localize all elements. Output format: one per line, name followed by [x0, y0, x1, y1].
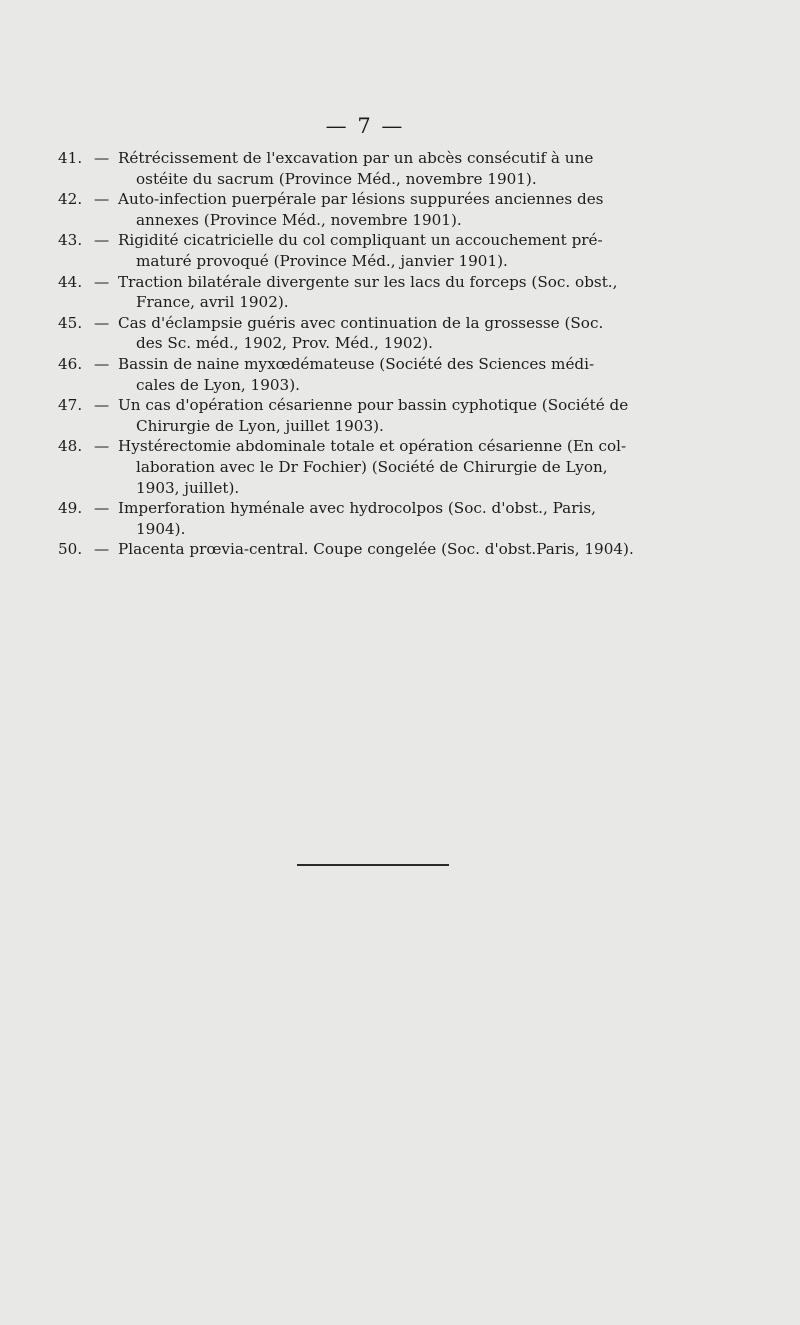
entry-line: Chirurgie de Lyon, juillet 1903).	[136, 416, 384, 435]
entry-dash: —	[94, 499, 110, 518]
entry-line: France, avril 1902).	[136, 293, 289, 312]
entry-dash: —	[94, 354, 110, 373]
entry-number: 47.	[58, 396, 83, 415]
list-item	[58, 354, 668, 395]
entry-number: 50.	[58, 540, 83, 559]
entry-number: 42.	[58, 190, 83, 209]
entry-dash: —	[94, 190, 110, 209]
entry-line: Placenta prœvia-central. Coupe congelée (Soc. d'obst.Paris, 1904).	[118, 540, 634, 559]
entry-line: des Sc. méd., 1902, Prov. Méd., 1902).	[136, 334, 434, 353]
list-item	[58, 395, 668, 436]
list-item	[58, 189, 668, 230]
list-item	[58, 272, 668, 313]
publication-list	[58, 148, 668, 560]
entry-line: Traction bilatérale divergente sur les lacs du forceps (Soc. obst.,	[118, 272, 618, 291]
entry-line: 1904).	[136, 519, 186, 538]
entry-line: Hystérectomie abdominale totale et opération césarienne (En col-	[118, 437, 627, 456]
list-item	[58, 436, 668, 498]
entry-dash: —	[94, 313, 110, 332]
entry-line: ostéite du sacrum (Province Méd., novembre 1901).	[136, 169, 537, 188]
entry-number: 45.	[58, 313, 83, 332]
entry-line: Cas d'éclampsie guéris avec continuation de la grossesse (Soc.	[118, 313, 604, 332]
entry-dash: —	[94, 272, 110, 291]
list-item	[58, 148, 668, 189]
horizontal-rule	[297, 864, 449, 866]
entry-line: cales de Lyon, 1903).	[136, 375, 300, 394]
entry-line: Un cas d'opération césarienne pour bassin cyphotique (Société de	[118, 396, 629, 415]
entry-line: laboration avec le Dr Fochier) (Société de Chirurgie de Lyon,	[136, 457, 608, 476]
entry-line: 1903, juillet).	[136, 478, 240, 497]
entry-number: 48.	[58, 437, 83, 456]
entry-dash: —	[94, 540, 110, 559]
entry-line: Rétrécissement de l'excavation par un abcès consécutif à une	[118, 149, 594, 167]
list-item	[58, 313, 668, 354]
entry-dash: —	[94, 231, 110, 250]
list-item	[58, 498, 668, 539]
entry-line: maturé provoqué (Province Méd., janvier 1901).	[136, 251, 508, 270]
entry-number: 49.	[58, 499, 83, 518]
entry-number: 43.	[58, 231, 83, 250]
entry-line: Imperforation hyménale avec hydrocolpos (Soc. d'obst., Paris,	[118, 499, 596, 518]
page-number: — 7 —	[325, 114, 405, 138]
entry-number: 46.	[58, 354, 83, 373]
entry-line: Rigidité cicatricielle du col compliquant un accouchement pré-	[118, 231, 603, 250]
entry-number: 44.	[58, 272, 83, 291]
entry-dash: —	[94, 149, 110, 167]
entry-line: Bassin de naine myxœdémateuse (Société des Sciences médi-	[118, 354, 595, 373]
entry-dash: —	[94, 396, 110, 415]
list-item	[58, 539, 668, 560]
entry-line: Auto-infection puerpérale par lésions suppurées anciennes des	[118, 190, 604, 209]
list-item	[58, 230, 668, 271]
entry-number: 41.	[58, 149, 83, 167]
entry-line: annexes (Province Méd., novembre 1901).	[136, 210, 462, 229]
entry-dash: —	[94, 437, 110, 456]
